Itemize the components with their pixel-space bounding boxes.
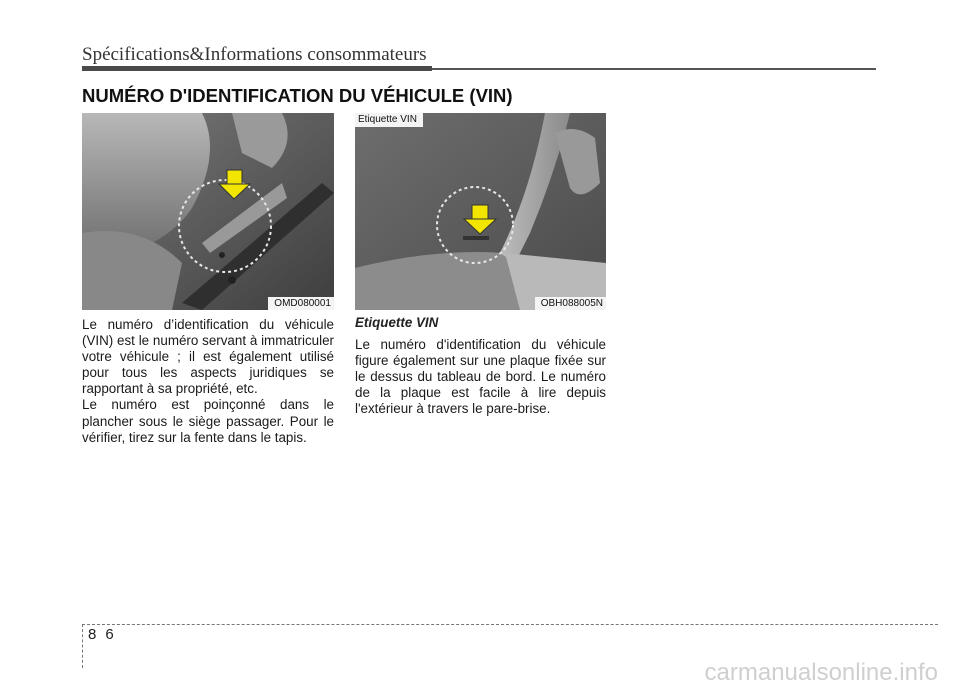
header-rule (432, 68, 876, 70)
header-title: Spécifications&Informations consommateurs (82, 44, 427, 65)
header-bar (82, 66, 432, 71)
vin-label-description (355, 337, 606, 417)
section-title: NUMÉRO D'IDENTIFICATION DU VÉHICULE (VIN) (82, 85, 513, 106)
figure-code: OMD080001 (268, 297, 334, 310)
paragraph: Le numéro d'identification du véhicule figure également sur une plaque fixée sur le dessus du tableau de bord. Le numéro de la plaque est facile à lire depuis l'extérieur à travers le pare-brise. (355, 337, 606, 417)
windshield-illustration (355, 113, 606, 310)
seat-floor-illustration (82, 113, 334, 310)
figure-code: OBH088005N (535, 297, 606, 310)
figure-label: Etiquette VIN (355, 113, 423, 127)
figure-seat-floor (82, 113, 334, 310)
paragraph: Le numéro est poinçonné dans le plancher sous le siège passager. Pour le vérifier, tirez sur la fente dans le tapis. (82, 397, 334, 445)
footer-rule (82, 624, 938, 625)
vin-label-subheading: Etiquette VIN (355, 315, 439, 330)
page-number: 86 (88, 626, 123, 643)
paragraph: Le numéro d’identification du véhicule (VIN) est le numéro servant à immatriculer votre véhicule ; il est également utilisé pour tous les aspects juridiques se rapportant à sa propriété, etc. (82, 317, 334, 397)
watermark: carmanualsonline.info (704, 659, 938, 686)
vin-description (82, 317, 334, 446)
footer-divider (82, 624, 83, 668)
figure-windshield (355, 113, 606, 310)
